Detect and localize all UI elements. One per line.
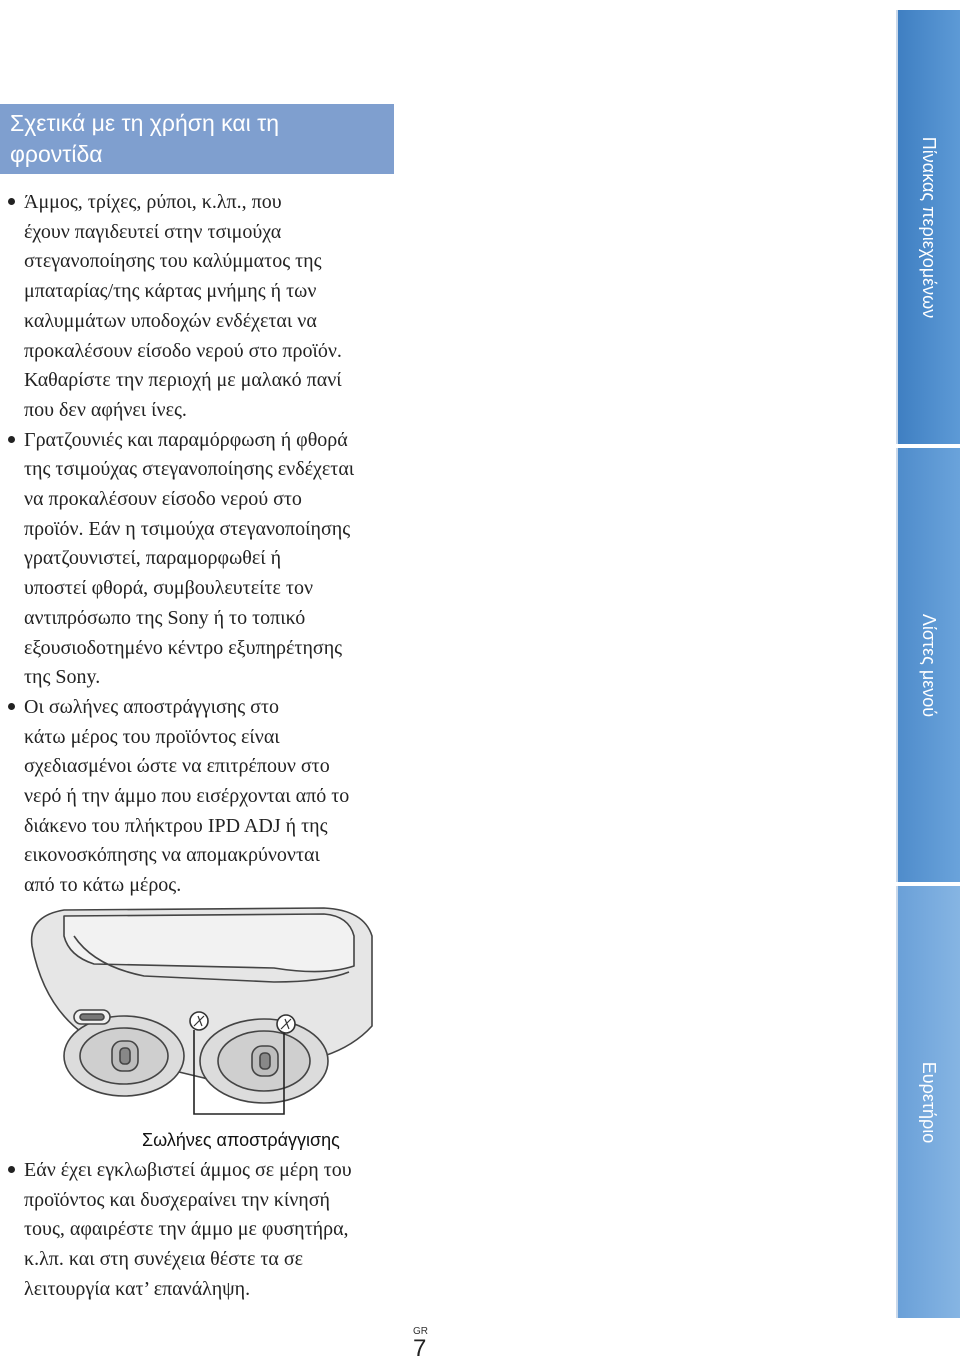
tab-label: Λίστες μενού <box>919 613 940 717</box>
bullet-dot-icon <box>8 703 15 710</box>
page-language: GR <box>413 1326 428 1337</box>
section-header <box>0 104 394 174</box>
list-item-text: Άμμος, τρίχες, ρύποι, κ.λπ., που έχουν παγιδευτεί στην τσιμούχα στεγανοποίησης του καλύμματος της μπαταρίας/της κάρτας μνήμης ή των καλυμμάτων υποδοχών ενδέχεται να προκαλέσουν είσοδο νερού στο προϊόν. Καθαρίστε την περιοχή με μαλακό πανί που δεν αφήνει ίνες. <box>24 191 342 421</box>
bullet-list-bottom <box>0 1156 400 1305</box>
list-item-text: Οι σωλήνες αποστράγγισης στο κάτω μέρος του προϊόντος είναι σχεδιασμένοι ώστε να επιτρέπουν στο νερό ή την άμμο που εισέρχονται από το διάκενο του πλήκτρου IPD ADJ ή της εικονοσκόπησης να απομακρύνονται από το κάτω μέρος. <box>24 695 350 897</box>
list-item-text: Εάν έχει εγκλωβιστεί άμμος σε μέρη του προϊόντος και δυσχεραίνει την κίνησή τους, αφαιρέστε την άμμο με φυσητήρα, κ.λπ. και στη συνέχεια θέστε τα σε λειτουργία κατ’ επανάληψη. <box>24 1159 352 1300</box>
section-title: Σχετικά με τη χρήση και τη φροντίδα <box>10 110 280 167</box>
list-item <box>0 188 400 426</box>
list-item-text: Γρατζουνιές και παραμόρφωση ή φθορά της τσιμούχας στεγανοποίησης ενδέχεται να προκαλέσουν είσοδο νερού στο προϊόν. Εάν η τσιμούχα στεγανοποίησης γρατζουνιστεί, παραμορφωθεί ή υποστεί φθορά, συμβουλευτείτε τον αντιπρόσωπο της Sony ή το τοπικό εξουσιοδοτημένο κέντρο εξυπηρέτησης της Sony. <box>24 428 355 689</box>
bullet-dot-icon <box>8 436 15 443</box>
tab-label: Ευρετήριο <box>919 1061 940 1143</box>
page-number: 7 <box>413 1335 427 1362</box>
bullet-list-top <box>0 188 400 901</box>
list-item <box>0 1156 400 1305</box>
bullet-dot-icon <box>8 198 15 205</box>
tab-menu-lists[interactable] <box>896 448 960 882</box>
figure-caption: Σωλήνες αποστράγγισης <box>142 1130 340 1150</box>
camera-underside-illustration <box>24 906 374 1126</box>
list-item <box>0 693 400 901</box>
tab-index[interactable] <box>896 886 960 1318</box>
bullet-dot-icon <box>8 1166 15 1173</box>
tab-table-of-contents[interactable] <box>896 10 960 444</box>
tab-label: Πίνακας περιεχομένων <box>919 136 940 318</box>
list-item <box>0 426 400 693</box>
